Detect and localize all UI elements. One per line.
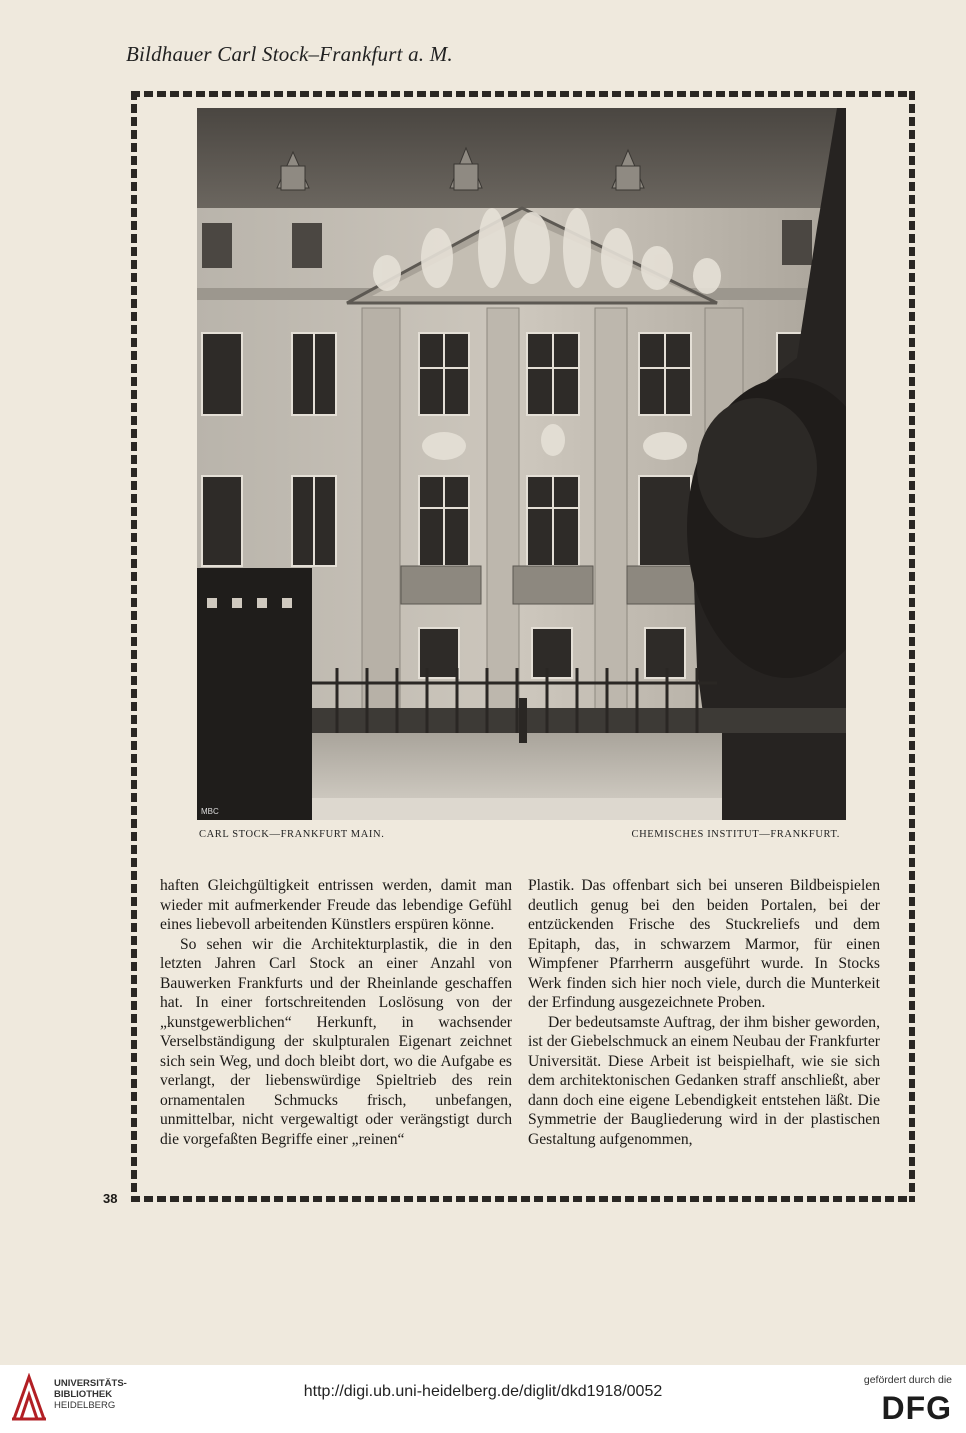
library-name-line: HEIDELBERG — [54, 1400, 116, 1411]
text-column-right — [528, 876, 880, 1149]
paragraph: haften Gleichgültigkeit entrissen werden, damit man wieder mit aufmerkender Freude das lebendige Gefühl eines liebevoll arbeitenden Künstlers erspüren könne. — [160, 877, 512, 933]
paragraph: Plastik. Das offenbart sich bei unseren Bildbeispielen deutlich genug bei den beiden Portalen, bei der entzückenden Frische des Stuckreliefs und dem Epitaph, das, in schwarzem Marmor, für einen Wimpfener Pfarrherrn ausgeführt wurde. In Stocks Werk finden sich hier noch viele, durch die Munterkeit der Erfindung ausgezeichnete Proben. — [528, 877, 880, 1011]
library-name-line: BIBLIOTHEK — [54, 1389, 113, 1400]
dfg-logo: DFG — [881, 1390, 952, 1426]
funding-note: gefördert durch die — [863, 1374, 952, 1386]
library-name-line: UNIVERSITÄTS- — [54, 1378, 127, 1389]
page-number: 38 — [103, 1191, 118, 1206]
frame-right — [909, 91, 915, 1202]
frame-bottom — [131, 1196, 915, 1202]
photo-caption-left: CARL STOCK—FRANKFURT MAIN. — [199, 829, 385, 840]
building-photograph — [197, 108, 846, 820]
permalink-url[interactable]: http://digi.ub.uni-heidelberg.de/diglit/dkd1918/0052 — [303, 1383, 663, 1400]
photo-monogram: MBC — [201, 807, 219, 816]
text-column-left — [160, 876, 512, 1149]
frame-top — [131, 91, 915, 97]
photo-caption-right: CHEMISCHES INSTITUT—FRANKFURT. — [631, 829, 840, 840]
frame-left — [131, 91, 137, 1202]
paragraph: So sehen wir die Architekturplastik, die in den letzten Jahren Carl Stock an einer Anzahl von Bauwerken Frankfurts und der Rheinlande geschaffen hat. In einer fortschreitenden Loslösung von der „kunstgewerblichen“ Herkunft, in wachsender Verselbständigung der skulpturalen Eigenart zeichnet sich sein Weg, und doch bleibt dort, wo die Aufgabe es verlangt, der liebenswürdige Spieltrieb des rein ornamentalen Schmucks frisch, unbefangen, unmittelbar, nicht vergewaltigt oder verängstigt durch die vorgefaßten Begriffe einer „reinen“ — [160, 935, 512, 1148]
paragraph: Der bedeutsamste Auftrag, der ihm bisher geworden, ist der Giebelschmuck an einem Neubau der Frankfurter Universität. Diese Arbeit ist beispielhaft, wie sie sich dem architektonischen Gedanken straff anschließt, aber dann doch eine eigene Lebendigkeit entstehen läßt. Die Symmetrie der Baugliederung wird in der plastischen Gestaltung aufgenommen, — [528, 1013, 880, 1148]
running-header: Bildhauer Carl Stock–Frankfurt a. M. — [126, 42, 453, 66]
